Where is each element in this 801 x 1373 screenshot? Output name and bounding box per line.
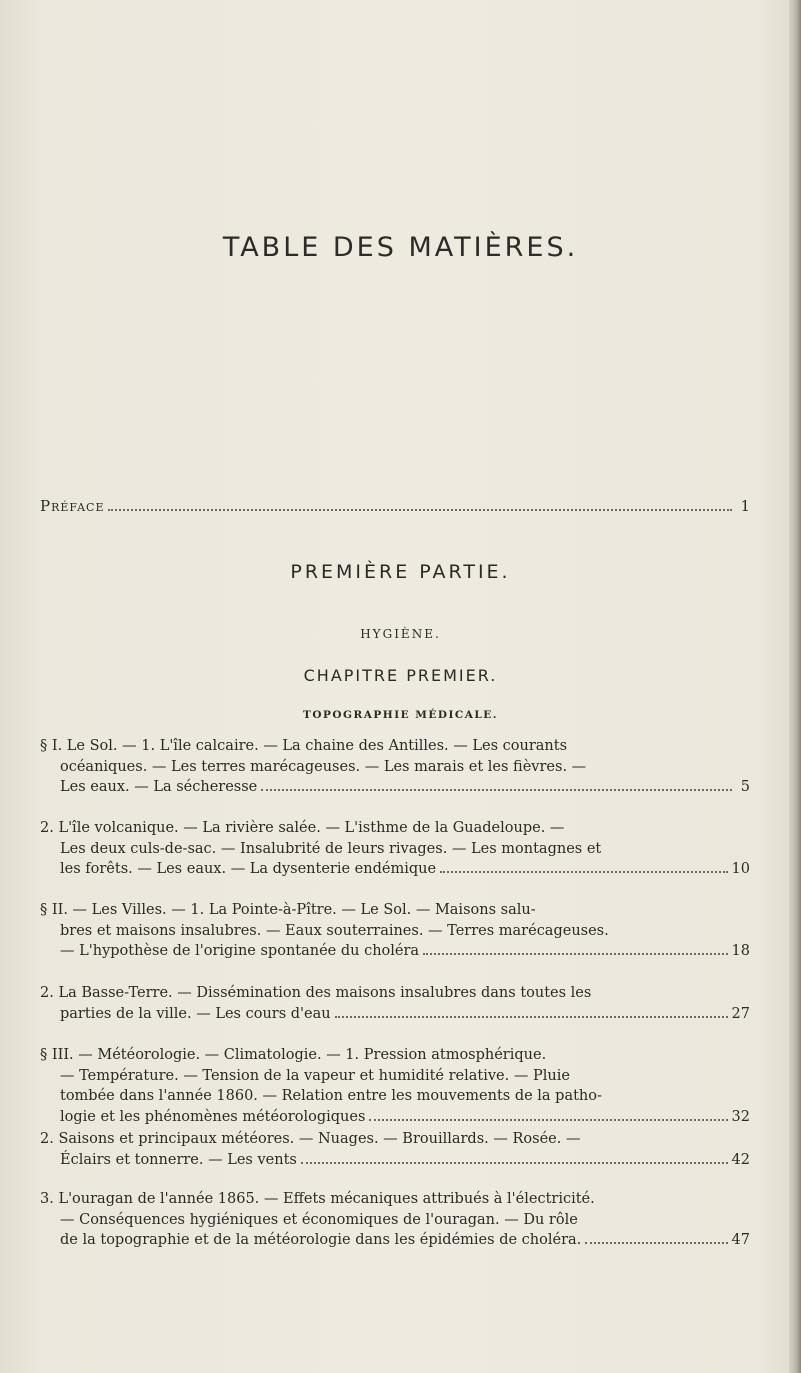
- toc-entry: [40, 1129, 750, 1170]
- entry-text: Les deux culs-de-sac. — Insalubrité de leurs rivages. — Les montagnes et: [60, 840, 602, 857]
- entry-text: 3. L'ouragan de l'année 1865. — Effets mécaniques attribués à l'électricité.: [40, 1191, 595, 1207]
- toc-entry: [40, 1045, 750, 1127]
- preface-label: Préface: [40, 497, 105, 515]
- entry-text: parties de la ville. — Les cours d'eau: [60, 1005, 331, 1022]
- entry-page-number: 5: [740, 779, 750, 795]
- entry-text: bres et maisons insalubres. — Eaux souterraines. — Terres marécageuses.: [60, 922, 609, 939]
- chapter-heading: CHAPITRE PREMIER.: [303, 666, 498, 685]
- toc-entry: [40, 983, 750, 1024]
- chapter-title: TOPOGRAPHIE MÉDICALE.: [303, 709, 498, 721]
- preface-entry: [40, 497, 750, 515]
- leader-dots: [369, 1119, 727, 1121]
- page-edge: [789, 0, 801, 1373]
- entry-page-number: 10: [731, 861, 750, 877]
- entry-text: Les eaux. — La sécheresse: [60, 779, 258, 795]
- entry-text: § III. — Météorologie. — Climatologie. — 1. Pression atmosphérique.: [40, 1047, 547, 1063]
- entry-text: § II. — Les Villes. — 1. La Pointe-à-Pître. — Le Sol. — Maisons salu-: [40, 902, 536, 918]
- entry-text: § I. Le Sol. — 1. L'île calcaire. — La chaine des Antilles. — Les courants: [40, 738, 568, 754]
- entry-text: — Conséquences hygiéniques et économiques de l'ouragan. — Du rôle: [60, 1211, 578, 1228]
- entry-last-line: [40, 859, 750, 880]
- part-subtitle: HYGIÈNE.: [360, 627, 441, 641]
- toc-entry: [40, 1189, 750, 1251]
- toc-entry: [40, 736, 750, 798]
- entry-last-line: [40, 1150, 750, 1171]
- leader-dots: [585, 1242, 727, 1244]
- part-heading: PREMIÈRE PARTIE.: [290, 561, 511, 583]
- toc-entry: [40, 818, 750, 880]
- leader-dots: [423, 953, 727, 955]
- entry-text: tombée dans l'année 1860. — Relation entre les mouvements de la patho-: [60, 1088, 602, 1104]
- toc-entry: [40, 900, 750, 962]
- entry-text: logie et les phénomènes météorologiques: [60, 1108, 366, 1125]
- preface-page: 1: [740, 497, 750, 515]
- leader-dots: [335, 1016, 728, 1018]
- entry-text: 2. L'île volcanique. — La rivière salée. — L'isthme de la Guadeloupe. —: [40, 820, 565, 836]
- leader-dots: [261, 789, 732, 791]
- entry-text: océaniques. — Les terres marécageuses. — Les marais et les fièvres. —: [60, 758, 587, 775]
- entry-last-line: [40, 1230, 750, 1251]
- entry-text: — L'hypothèse de l'origine spontanée du choléra: [60, 943, 420, 959]
- leader-dots: [440, 871, 727, 873]
- entry-page-number: 47: [731, 1232, 750, 1248]
- entry-page-number: 18: [731, 943, 750, 959]
- entry-text: 2. Saisons et principaux météores. — Nuages. — Brouillards. — Rosée. —: [40, 1131, 581, 1147]
- entry-last-line: [40, 1107, 750, 1128]
- page-title: TABLE DES MATIÈRES.: [222, 232, 579, 263]
- entry-text: de la topographie et de la météorologie dans les épidémies de choléra.: [60, 1232, 582, 1248]
- entry-page-number: 32: [731, 1108, 750, 1125]
- leader-dots: [301, 1162, 728, 1164]
- entry-text: Éclairs et tonnerre. — Les vents: [60, 1151, 297, 1168]
- entry-last-line: [40, 941, 750, 962]
- entry-text: — Température. — Tension de la vapeur et humidité relative. — Pluie: [60, 1067, 570, 1084]
- entry-last-line: [40, 1004, 750, 1025]
- leader-dots: [108, 509, 732, 511]
- entry-page-number: 42: [731, 1151, 750, 1168]
- entry-page-number: 27: [731, 1005, 750, 1022]
- entry-last-line: [40, 777, 750, 798]
- entry-text: les forêts. — Les eaux. — La dysenterie endémique: [60, 861, 437, 877]
- entry-text: 2. La Basse-Terre. — Dissémination des maisons insalubres dans toutes les: [40, 985, 592, 1001]
